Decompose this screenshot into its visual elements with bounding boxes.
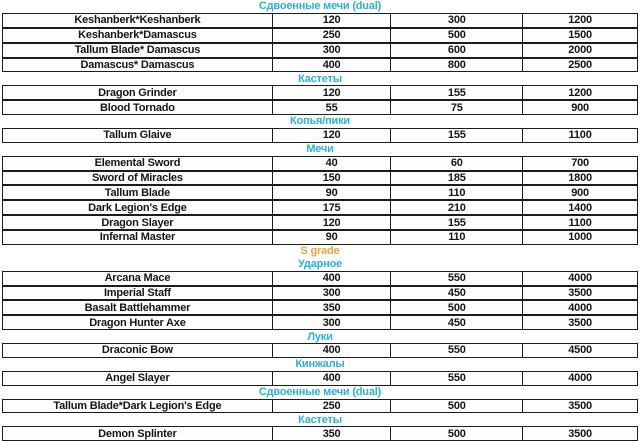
crystal-value-cell: 4500 bbox=[522, 344, 637, 357]
crystal-value-cell: 120 bbox=[272, 86, 391, 99]
crystal-value-cell: 120 bbox=[272, 216, 391, 229]
crystal-value-cell: 3500 bbox=[522, 400, 637, 413]
table-row bbox=[2, 100, 638, 115]
crystal-value-cell: 250 bbox=[272, 29, 391, 42]
weapon-name-cell: Dark Legion's Edge bbox=[88, 201, 187, 214]
table-row bbox=[2, 371, 638, 386]
crystal-value-cell: 75 bbox=[390, 101, 522, 114]
crystal-value-cell: 2500 bbox=[522, 59, 637, 72]
crystal-value-cell: 210 bbox=[390, 201, 522, 214]
weapon-section-header: Копья/пики bbox=[2, 115, 638, 128]
crystal-value-cell: 55 bbox=[272, 101, 391, 114]
weapon-name-cell: Angel Slayer bbox=[105, 372, 170, 385]
crystal-value-cell: 175 bbox=[272, 201, 391, 214]
crystal-value-cell: 120 bbox=[272, 14, 391, 27]
crystal-value-cell: 600 bbox=[390, 44, 522, 57]
crystal-value-cell: 500 bbox=[390, 301, 522, 314]
crystal-value-cell: 700 bbox=[522, 157, 637, 170]
crystal-value-cell: 400 bbox=[272, 59, 391, 72]
table-row bbox=[2, 13, 638, 28]
crystal-value-cell: 300 bbox=[272, 316, 391, 329]
table-row bbox=[2, 230, 638, 245]
weapon-name-cell: Dragon Slayer bbox=[101, 216, 174, 229]
weapon-name-cell: Blood Tornado bbox=[100, 101, 175, 114]
weapon-name-cell: Tallum Blade*Dark Legion's Edge bbox=[53, 399, 222, 412]
crystal-value-cell: 185 bbox=[390, 172, 522, 185]
crystal-value-cell: 800 bbox=[390, 59, 522, 72]
weapon-name-cell: Demon Splinter bbox=[98, 427, 177, 440]
table-row bbox=[2, 85, 638, 100]
weapon-name-cell: Tallum Blade bbox=[104, 186, 171, 199]
table-row bbox=[2, 43, 638, 58]
weapon-name-cell: Draconic Bow bbox=[101, 344, 173, 357]
crystal-value-cell: 1200 bbox=[522, 86, 637, 99]
crystal-value-cell: 3500 bbox=[522, 427, 637, 440]
weapon-section-header: Сдвоенные мечи (dual) bbox=[2, 0, 638, 13]
crystal-value-cell: 60 bbox=[390, 157, 522, 170]
weapon-section-header: Кастеты bbox=[2, 72, 638, 85]
weapon-section-header: Мечи bbox=[2, 143, 638, 156]
crystal-value-cell: 1100 bbox=[522, 129, 637, 142]
grade-section-header: S grade bbox=[2, 245, 638, 258]
weapon-name-cell: Keshanberk*Keshanberk bbox=[74, 14, 201, 27]
weapon-name-cell: Basalt Battlehammer bbox=[84, 301, 191, 314]
table-row bbox=[2, 271, 638, 286]
table-row bbox=[2, 399, 638, 414]
weapon-name-cell: Elemental Sword bbox=[94, 157, 181, 170]
crystal-value-cell: 155 bbox=[390, 86, 522, 99]
crystal-value-cell: 400 bbox=[272, 372, 391, 385]
crystal-value-cell: 400 bbox=[272, 272, 391, 285]
table-row bbox=[2, 185, 638, 200]
crystal-value-cell: 155 bbox=[390, 216, 522, 229]
table-row bbox=[2, 286, 638, 301]
crystal-value-cell: 1400 bbox=[522, 201, 637, 214]
table-row bbox=[2, 156, 638, 171]
crystal-value-cell: 350 bbox=[272, 427, 391, 440]
crystal-value-cell: 155 bbox=[390, 129, 522, 142]
crystal-value-cell: 4000 bbox=[522, 301, 637, 314]
crystal-value-cell: 40 bbox=[272, 157, 391, 170]
weapon-section-header: Луки bbox=[2, 330, 638, 343]
weapon-section-header: Ударное bbox=[2, 258, 638, 271]
crystal-value-cell: 110 bbox=[390, 186, 522, 199]
crystal-value-cell: 900 bbox=[522, 186, 637, 199]
weapon-table bbox=[2, 0, 638, 441]
weapon-name-cell: Tallum Blade* Damascus bbox=[74, 44, 201, 57]
crystal-value-cell: 500 bbox=[390, 400, 522, 413]
weapon-name-cell: Sword of Miracles bbox=[92, 171, 183, 184]
crystal-value-cell: 550 bbox=[390, 272, 522, 285]
crystal-value-cell: 3500 bbox=[522, 316, 637, 329]
crystal-value-cell: 1500 bbox=[522, 29, 637, 42]
crystal-value-cell: 450 bbox=[390, 316, 522, 329]
crystal-value-cell: 550 bbox=[390, 372, 522, 385]
crystal-value-cell: 110 bbox=[390, 231, 522, 244]
crystal-value-cell: 350 bbox=[272, 301, 391, 314]
table-row bbox=[2, 215, 638, 230]
crystal-value-cell: 2000 bbox=[522, 44, 637, 57]
crystal-value-cell: 90 bbox=[272, 231, 391, 244]
weapon-name-cell: Keshanberk*Damascus bbox=[78, 29, 197, 42]
weapon-name-cell: Damascus* Damascus bbox=[80, 58, 195, 71]
crystal-value-cell: 150 bbox=[272, 172, 391, 185]
table-row bbox=[2, 343, 638, 358]
crystal-value-cell: 900 bbox=[522, 101, 637, 114]
weapon-name-cell: Tallum Glaive bbox=[103, 129, 172, 142]
weapon-name-cell: Imperial Staff bbox=[103, 286, 171, 299]
crystal-value-cell: 3500 bbox=[522, 287, 637, 300]
weapon-section-header: Сдвоенные мечи (dual) bbox=[2, 386, 638, 399]
crystal-value-cell: 1000 bbox=[522, 231, 637, 244]
crystal-value-cell: 250 bbox=[272, 400, 391, 413]
table-row bbox=[2, 58, 638, 73]
crystal-value-cell: 300 bbox=[272, 44, 391, 57]
weapon-name-cell: Dragon Hunter Axe bbox=[89, 316, 186, 329]
crystal-value-cell: 500 bbox=[390, 29, 522, 42]
table-row bbox=[2, 300, 638, 315]
table-row bbox=[2, 128, 638, 143]
crystal-value-cell: 450 bbox=[390, 287, 522, 300]
table-row bbox=[2, 200, 638, 215]
weapon-name-cell: Dragon Grinder bbox=[98, 86, 177, 99]
crystal-value-cell: 1100 bbox=[522, 216, 637, 229]
crystal-value-cell: 90 bbox=[272, 186, 391, 199]
weapon-name-cell: Infernal Master bbox=[99, 231, 176, 244]
crystal-value-cell: 550 bbox=[390, 344, 522, 357]
crystal-value-cell: 4000 bbox=[522, 272, 637, 285]
weapon-section-header: Кастеты bbox=[2, 413, 638, 426]
weapon-name-cell: Arcana Mace bbox=[104, 272, 171, 285]
table-row bbox=[2, 28, 638, 43]
crystal-value-cell: 1200 bbox=[522, 14, 637, 27]
table-row bbox=[2, 171, 638, 186]
crystal-value-cell: 500 bbox=[390, 427, 522, 440]
crystal-value-cell: 300 bbox=[272, 287, 391, 300]
table-row bbox=[2, 315, 638, 330]
crystal-value-cell: 120 bbox=[272, 129, 391, 142]
crystal-value-cell: 1800 bbox=[522, 172, 637, 185]
weapon-section-header: Кинжалы bbox=[2, 358, 638, 371]
table-row bbox=[2, 426, 638, 441]
crystal-value-cell: 4000 bbox=[522, 372, 637, 385]
crystal-value-cell: 300 bbox=[390, 14, 522, 27]
crystal-value-cell: 400 bbox=[272, 344, 391, 357]
